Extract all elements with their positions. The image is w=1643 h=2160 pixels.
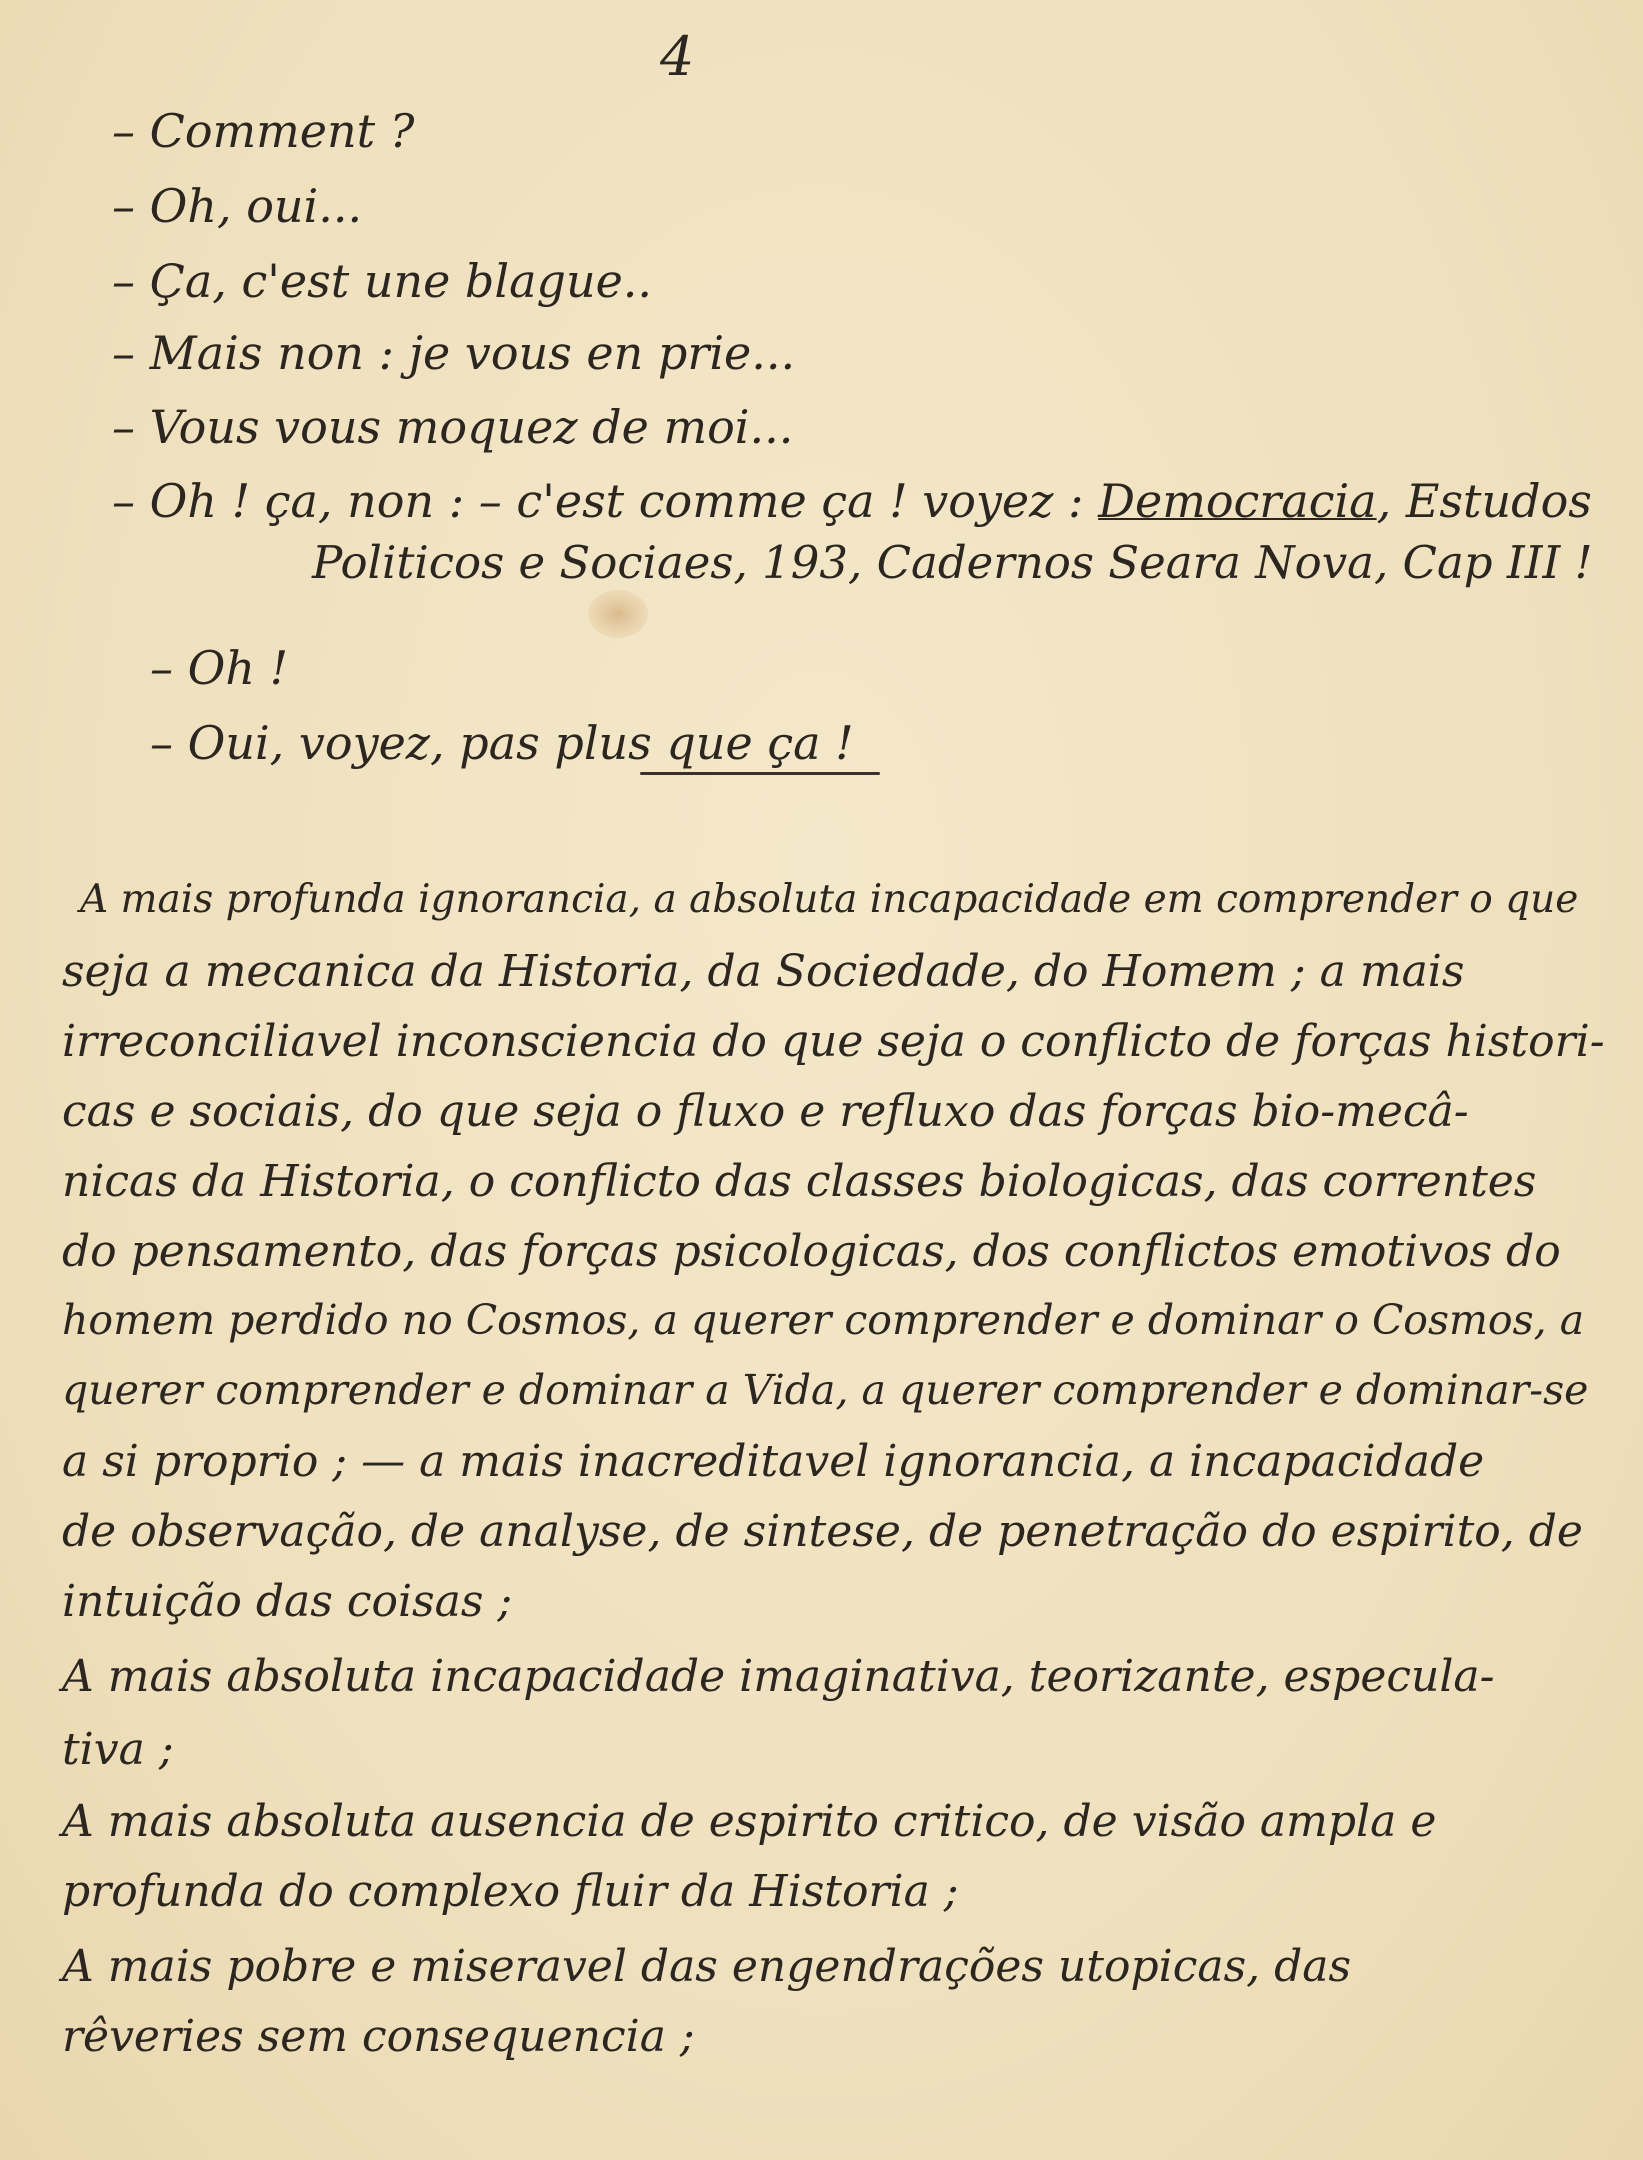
paragraph-line: de observação, de analyse, de sintese, de penetração do espirito, de [62,1506,1583,1557]
page-number: 4 [660,25,695,88]
paragraph-line: querer comprender e dominar a Vida, a querer comprender e dominar-se [62,1366,1589,1414]
paragraph-line: A mais absoluta ausencia de espirito critico, de visão ampla e [62,1796,1437,1847]
dialogue-line: – Oui, voyez, pas plus que ça ! [150,716,854,770]
paragraph-line: A mais profunda ignorancia, a absoluta incapacidade em comprender o que [80,877,1579,922]
paper-stain [588,590,648,638]
paragraph-line: A mais pobre e miseravel das engendrações utopicas, das [62,1941,1352,1992]
paragraph-line: cas e sociais, do que seja o fluxo e refluxo das forças bio-mecâ- [62,1086,1469,1137]
underlined-title: Democracia [1098,474,1377,528]
paragraph-line: tiva ; [62,1724,174,1775]
paragraph-line: do pensamento, das forças psicologicas, dos conflictos emotivos do [62,1226,1561,1277]
dialogue-line: – Comment ? [112,104,415,158]
dialogue-line-text: , Estudos [1376,474,1592,528]
dialogue-line: – Ça, c'est une blague.. [112,254,653,308]
paragraph-line: intuição das coisas ; [62,1576,513,1627]
dialogue-line [112,474,1592,528]
dialogue-line-continuation: Politicos e Sociaes, 193, Cadernos Seara Nova, Cap III ! [312,536,1593,589]
paragraph-line: nicas da Historia, o conflicto das classes biologicas, das correntes [62,1156,1537,1207]
paragraph-line: seja a mecanica da Historia, da Sociedade, do Homem ; a mais [62,946,1465,997]
dialogue-line: – Oh, oui... [112,179,363,233]
paragraph-line: rêveries sem consequencia ; [62,2011,695,2062]
section-divider [640,772,880,775]
paragraph-line: irreconciliavel inconsciencia do que seja o conflicto de forças histori- [62,1016,1605,1067]
dialogue-line: – Oh ! [150,641,289,695]
dialogue-line: – Mais non : je vous en prie... [112,326,796,380]
paragraph-line: homem perdido no Cosmos, a querer comprender e dominar o Cosmos, a [62,1296,1585,1344]
paragraph-line: profunda do complexo fluir da Historia ; [62,1866,959,1917]
paragraph-line: a si proprio ; — a mais inacreditavel ignorancia, a incapacidade [62,1436,1485,1487]
dialogue-line: – Vous vous moquez de moi... [112,400,794,454]
paragraph-line: A mais absoluta incapacidade imaginativa, teorizante, especula- [62,1651,1495,1702]
dialogue-line-text: – Oh ! ça, non : – c'est comme ça ! voyez : [112,474,1084,528]
